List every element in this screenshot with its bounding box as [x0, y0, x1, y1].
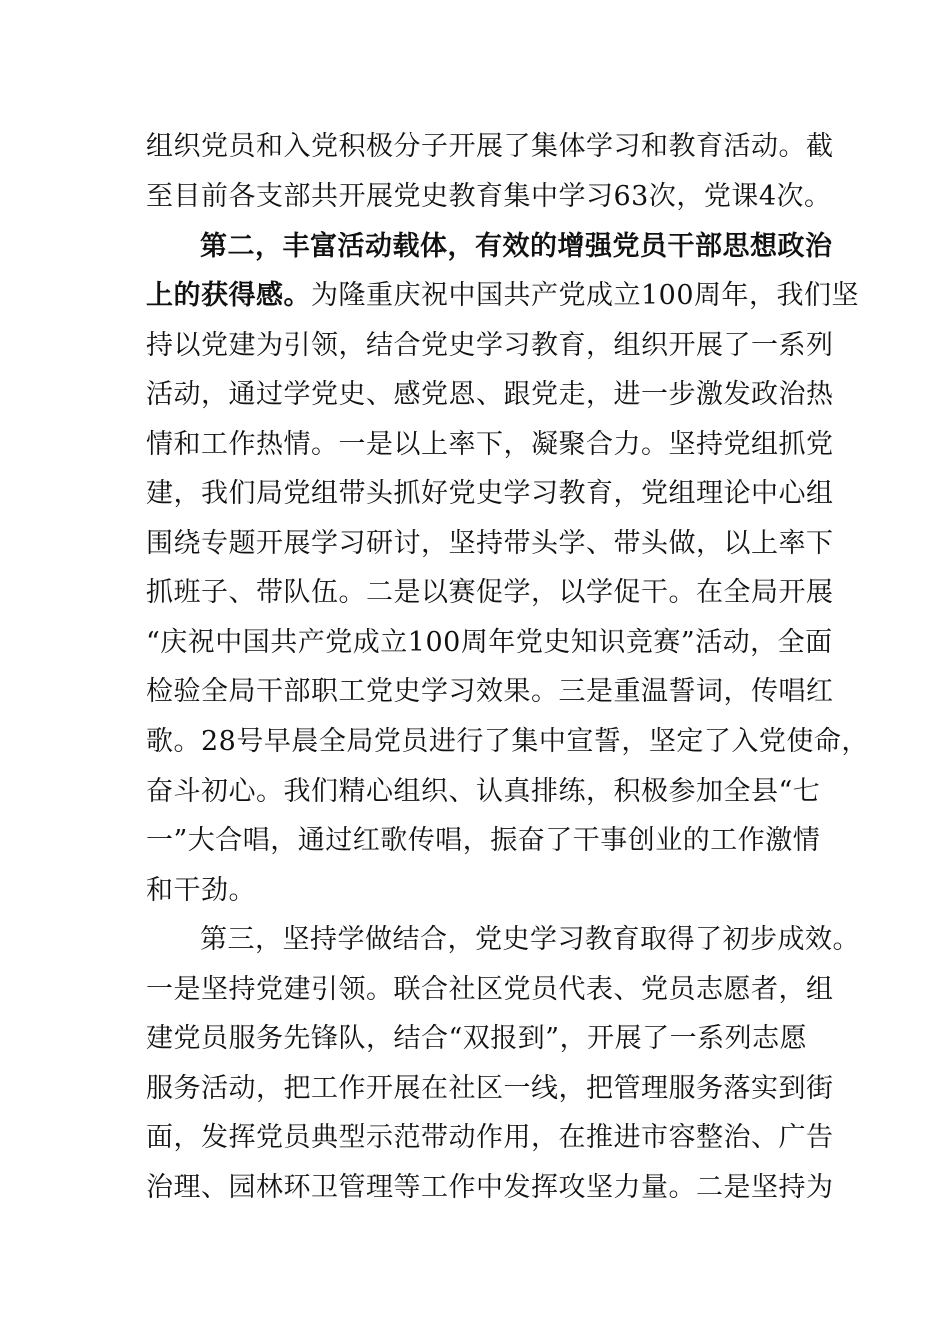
paragraph-line — [146, 667, 834, 717]
paragraph-line — [146, 321, 834, 371]
line-text: 治理、园林环卫管理等工作中发挥攻坚力量。二是坚持为 — [146, 1172, 834, 1203]
paragraph-line — [146, 866, 806, 916]
line-text: 建党员服务先锋队，结合“双报到”，开展了一系列志愿 — [146, 1023, 808, 1054]
line-text: 面，发挥党员典型示范带动作用，在推进市容整治、广告 — [146, 1122, 834, 1153]
paragraph-line — [146, 767, 821, 817]
paragraph-line — [146, 519, 834, 569]
paragraph-line — [146, 469, 834, 519]
line-text: 抓班子、带队伍。二是以赛促学，以学促干。在全局开展 — [146, 577, 834, 608]
line-text: 一是坚持党建引领。联合社区党员代表、党员志愿者，组 — [146, 974, 834, 1005]
line-text: 建，我们局党组带头抓好党史学习教育，党组理论中心组 — [146, 478, 834, 509]
paragraph-line — [146, 618, 833, 668]
line-text: 持以党建为引领，结合党史学习教育，组织开展了一系列 — [146, 330, 834, 361]
heading-bold-text: 上的获得感。 — [146, 280, 311, 311]
line-text: 活动，通过学党史、感党恩、跟党走，进一步激发政治热 — [146, 379, 834, 410]
paragraph-line — [146, 122, 834, 172]
line-text: 为隆重庆祝中国共产党成立100周年，我们坚 — [311, 280, 860, 311]
paragraph-line — [146, 1113, 834, 1163]
paragraph-line — [146, 717, 869, 767]
paragraph-line — [146, 965, 834, 1015]
paragraph-line — [146, 1064, 834, 1114]
paragraph-line — [146, 172, 832, 222]
paragraph-line — [146, 271, 860, 321]
line-text: 歌。28号早晨全局党员进行了集中宣誓，坚定了入党使命， — [146, 726, 869, 757]
paragraph-line — [146, 370, 834, 420]
line-text: 第三，坚持学做结合，党史学习教育取得了初步成效。 — [200, 924, 860, 955]
line-text: 奋斗初心。我们精心组织、认真排练，积极参加全县“七 — [146, 776, 821, 807]
paragraph-line — [146, 568, 834, 618]
line-text: 一”大合唱，通过红歌传唱，振奋了干事创业的工作激情 — [146, 825, 821, 856]
line-text: 和干劲。 — [146, 875, 256, 906]
line-text: “庆祝中国共产党成立100周年党史知识竞赛”活动，全面 — [146, 627, 833, 658]
line-text: 服务活动，把工作开展在社区一线，把管理服务落实到街 — [146, 1073, 834, 1104]
paragraph-line — [200, 915, 860, 965]
line-text: 检验全局干部职工党史学习效果。三是重温誓词，传唱红 — [146, 676, 834, 707]
heading-bold-text: 第二，丰富活动载体，有效的增强党员干部思想政治 — [200, 231, 833, 262]
heading-line — [200, 222, 833, 272]
line-text: 组织党员和入党积极分子开展了集体学习和教育活动。截 — [146, 131, 834, 162]
paragraph-line — [146, 1163, 834, 1213]
line-text: 情和工作热情。一是以上率下，凝聚合力。坚持党组抓党 — [146, 429, 834, 460]
line-text: 至目前各支部共开展党史教育集中学习63次，党课4次。 — [146, 181, 832, 212]
paragraph-line — [146, 1014, 806, 1064]
paragraph-line — [146, 816, 821, 866]
paragraph-line — [146, 420, 834, 470]
line-text: 围绕专题开展学习研讨，坚持带头学、带头做，以上率下 — [146, 528, 834, 559]
